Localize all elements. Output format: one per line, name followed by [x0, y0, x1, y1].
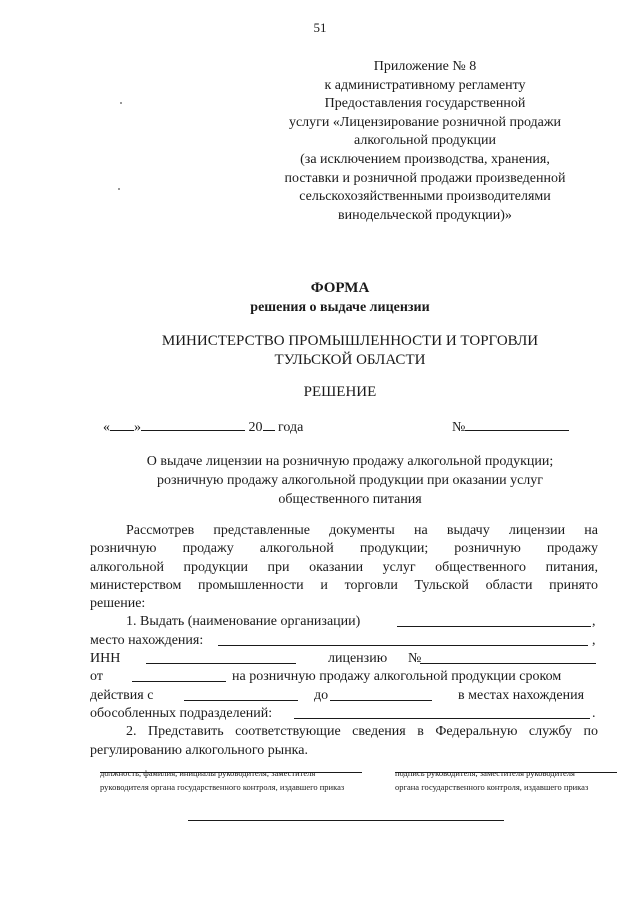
appendix-line: (за исключением производства, хранения,: [300, 151, 550, 167]
month-blank[interactable]: [141, 418, 245, 431]
caption-line: подпись руководителя, заместителя руководителя: [395, 768, 575, 778]
comma: ,: [592, 614, 596, 630]
inn-blank[interactable]: [146, 650, 296, 664]
valid-until-blank[interactable]: [330, 687, 432, 701]
branches-blank[interactable]: [294, 705, 590, 719]
inn-license-row: [90, 650, 598, 668]
org-name-row: [90, 613, 598, 631]
valid-from-blank[interactable]: [184, 687, 298, 701]
appendix-line: Приложение № 8: [373, 59, 477, 74]
subject-line: общественного питания: [278, 492, 422, 507]
validity-row: [90, 687, 598, 705]
form-subtitle: решения о выдаче лицензии: [250, 300, 430, 315]
retail-text: на розничную продажу алкогольной продукции сроком: [232, 669, 562, 685]
branches-row: [90, 705, 598, 723]
body-line: 2. Представить соответствующие сведения в Федеральную службу по: [126, 724, 598, 740]
ministry-line: ТУЛЬСКОЙ ОБЛАСТИ: [274, 352, 426, 368]
appendix-line: винодельческой продукции)»: [338, 207, 512, 223]
inn-label: ИНН: [90, 651, 121, 667]
body-line: розничную продажу алкогольной продукции; розничную продажу: [90, 541, 598, 557]
body-line: решение:: [90, 596, 146, 612]
places-label: в местах нахождения: [458, 687, 585, 703]
valid-until-label: до: [314, 687, 329, 703]
caption-line: органа государственного контроля, издавшего приказ: [395, 782, 589, 792]
date-field: [103, 418, 303, 436]
appendix-line: Предоставления государственной: [324, 96, 526, 112]
period: .: [592, 705, 596, 721]
number-label: №: [452, 420, 466, 435]
body-line: Рассмотрев представленные документы на выдачу лицензии на: [126, 523, 598, 538]
body-line: регулированию алкогольного рынка.: [90, 742, 308, 758]
signature-rule-right: [395, 772, 617, 773]
year-blank[interactable]: [263, 418, 275, 431]
appendix-line: к административному регламенту: [324, 77, 526, 93]
location-label: место нахождения:: [90, 632, 204, 648]
issue-date-blank[interactable]: [132, 668, 226, 682]
valid-from-label: действия с: [90, 687, 154, 703]
scan-speck: [120, 102, 122, 104]
from-label: от: [90, 669, 103, 685]
caption-line: должность, фамилия, инициалы руководителя, заместителя: [100, 768, 316, 778]
license-number-blank[interactable]: [420, 650, 596, 664]
scan-speck: [118, 188, 120, 190]
signature-caption-left: [100, 766, 344, 794]
year-suffix: года: [278, 420, 304, 435]
bottom-signature-line[interactable]: [188, 820, 504, 821]
branches-label: обособленных подразделений:: [90, 705, 273, 721]
appendix-line: поставки и розничной продажи произведенной: [284, 170, 566, 186]
location-row: [90, 632, 598, 650]
signature-caption-right: [395, 766, 588, 794]
caption-line: руководителя органа государственного контроля, издавшего приказ: [100, 782, 345, 792]
item1-label: 1. Выдать (наименование организации): [126, 614, 361, 630]
subject-line: розничную продажу алкогольной продукции при оказании услуг: [156, 473, 544, 488]
comma: ,: [592, 632, 596, 648]
body-line: министерством промышленности и торговли Тульской области принято: [90, 577, 598, 593]
appendix-line: алкогольной продукции: [354, 133, 496, 149]
location-blank[interactable]: [218, 632, 588, 646]
license-number-label: №: [408, 651, 422, 667]
appendix-line: сельскохозяйственными производителями: [299, 189, 551, 205]
form-title: ФОРМА: [310, 280, 370, 296]
ministry-name: [140, 332, 560, 370]
appendix-line: услуги «Лицензирование розничной продажи: [288, 114, 562, 130]
day-blank[interactable]: [110, 418, 134, 431]
body-line: алкогольной продукции при оказании услуг общественного питания,: [90, 559, 598, 575]
decision-heading: РЕШЕНИЕ: [303, 384, 377, 400]
ministry-line: МИНИСТЕРСТВО ПРОМЫШЛЕННОСТИ И ТОРГОВЛИ: [161, 333, 539, 349]
year-prefix: 20: [248, 420, 263, 435]
signature-rule-left: [100, 772, 362, 773]
subject-line: О выдаче лицензии на розничную продажу алкогольной продукции;: [146, 454, 554, 469]
appendix-header: [280, 58, 570, 225]
decision-number-field: [452, 418, 569, 436]
number-blank[interactable]: [465, 418, 569, 431]
open-quote: «: [103, 420, 110, 435]
issue-date-row: [90, 668, 598, 686]
license-label: лицензию: [328, 651, 388, 667]
org-name-blank[interactable]: [397, 613, 591, 627]
decision-body: [90, 522, 598, 760]
close-quote: »: [134, 420, 141, 435]
page-number: 51: [313, 20, 327, 35]
decision-subject: [100, 452, 600, 509]
